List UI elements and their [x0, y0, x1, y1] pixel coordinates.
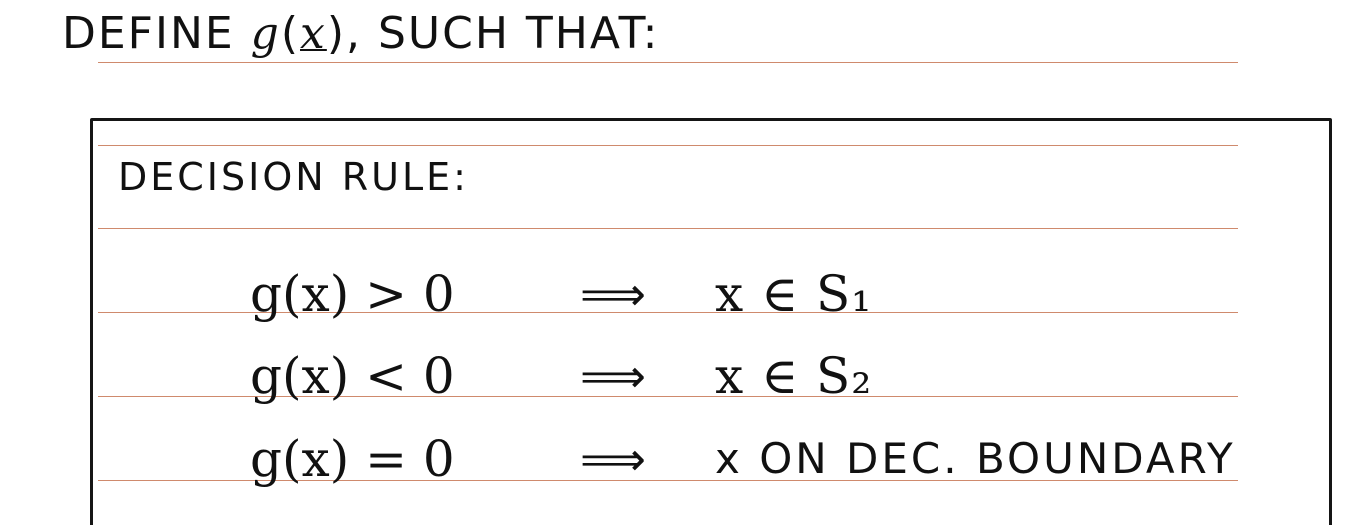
implies-arrow-icon: ⟹	[580, 432, 646, 486]
rule-condition: g(x) = 0	[250, 430, 455, 488]
heading-prefix: DEFINE	[62, 8, 251, 59]
rule-result: x ∈ S₂	[715, 347, 873, 405]
rule-condition: g(x) < 0	[250, 347, 455, 405]
heading-variable: x	[300, 8, 327, 59]
rule-row	[250, 263, 1310, 325]
rule-condition: g(x) > 0	[250, 265, 455, 323]
rule-result: x ∈ S₁	[715, 265, 873, 323]
page-heading	[62, 8, 660, 59]
rule-row	[250, 428, 1310, 490]
implies-arrow-icon: ⟹	[580, 267, 646, 321]
heading-close-paren: )	[326, 8, 347, 59]
decision-rule-title: DECISION RULE:	[118, 155, 469, 199]
heading-suffix: , SUCH THAT:	[346, 8, 660, 59]
rule-result: x ON DEC. BOUNDARY	[715, 434, 1236, 483]
rule-row	[250, 345, 1310, 407]
implies-arrow-icon: ⟹	[580, 349, 646, 403]
heading-function: g	[250, 8, 281, 59]
heading-open-paren: (	[280, 8, 301, 59]
ruled-line	[98, 62, 1238, 63]
